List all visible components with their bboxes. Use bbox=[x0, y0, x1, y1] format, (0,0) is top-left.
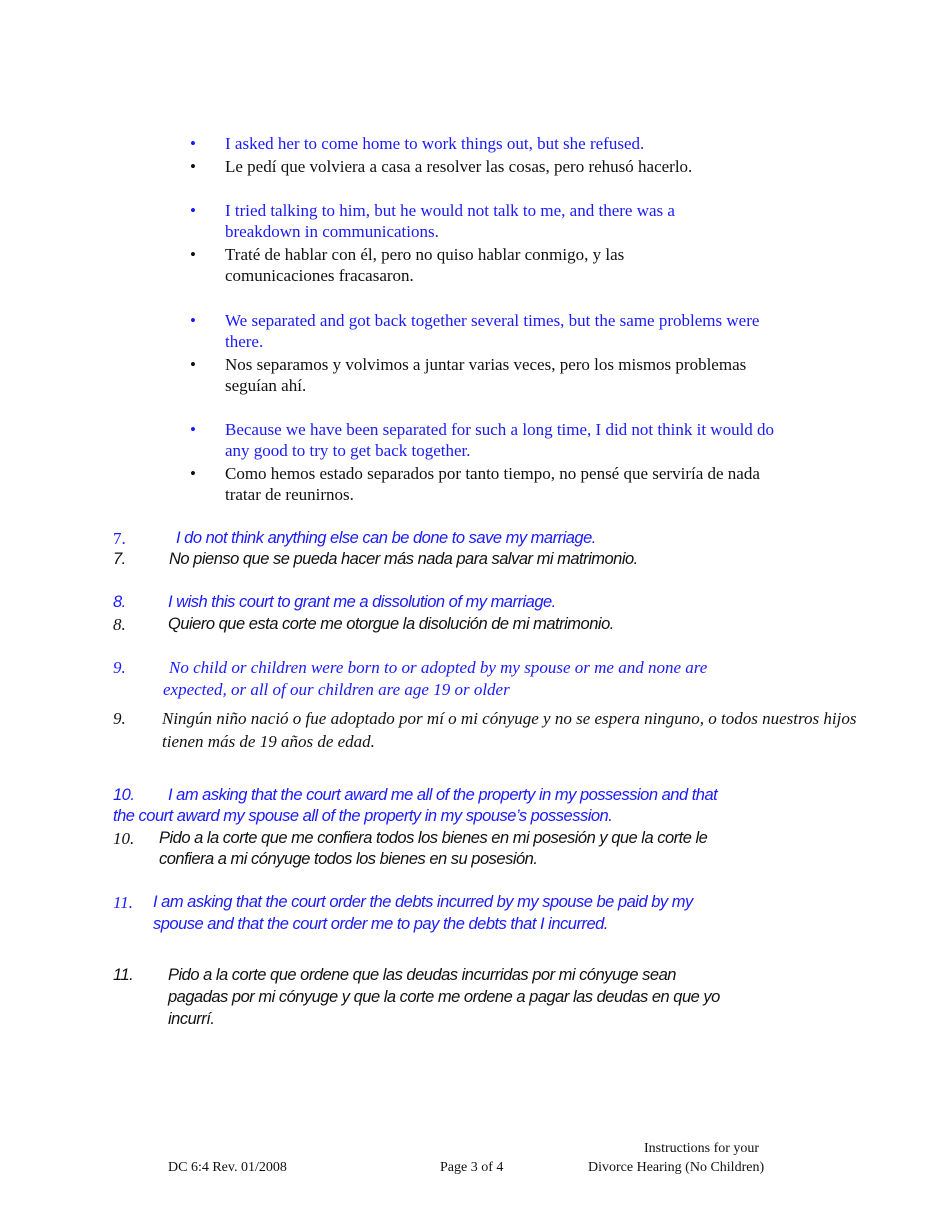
footer-title-line1: Instructions for your bbox=[644, 1141, 760, 1156]
document-page: • I asked her to come home to work things out, but she refused. • Le pedí que volviera a casa a resolver las cosas, pero rehusó hacerlo. • I tried talking to him, but he would not talk to me, and there was a breakdown in communications. • Traté de hablar con él, pero no quiso hablar conmigo, y las comunicaciones fracasaron. • We separated and got back together several times, but the same problems were there. • Nos separamos y volvimos a juntar varias veces, pero los mismos problemas seguían ahí. • Because we have been separated for such a long time, I did not think it would do any good to try to get back together. • Como hemos estado separados por tanto tiempo, no pensé que serviría de nada tratar de reunirnos. 7. I do not think anything else can be done to save my marriage. 7. No pienso que se pueda hacer más nada para salvar mi matrimonio. 8. I wish this court to grant me a dissolution of my marriage. 8. Quiero que esta corte me otorgue la disolución de mi matrimonio. 9. No child or children were born to or adopted by my spouse or me and none are expected, or all of our children are age 19 or older 9. Ningún niño nació o fue adoptado por mí o mi cónyuge y no se espera ninguno, o todos nuestros hijos tienen más de 19 años de edad. 10. I am asking that the court award me all of the property in my possession and that the court award my spouse all of the property in my spouse’s possession. 10. Pido a la corte que me confiera todos los bienes en mi posesión y que la corte le confiera a mi cónyuge todos los bienes en su posesión. 11. I am asking that the court order the debts incurred by my spouse be paid by my spouse and that the court order me to pay the debts that I incurred. 11. Pido a la corte que ordene que las deudas incurridas por mi cónyuge sean pagadas por mi cónyuge y que la corte me ordene a pagar las deudas en que yo incurrí. DC 6:4 Rev. 01/2008 Page 3 of 4 Instructions for your Divorce Hearing (No Children) bbox=[113, 134, 857, 1175]
footer-title-line2: Divorce Hearing (No Children) bbox=[588, 1160, 765, 1175]
form-id: DC 6:4 Rev. 01/2008 bbox=[168, 1160, 287, 1175]
page-number: Page 3 of 4 bbox=[440, 1160, 504, 1175]
